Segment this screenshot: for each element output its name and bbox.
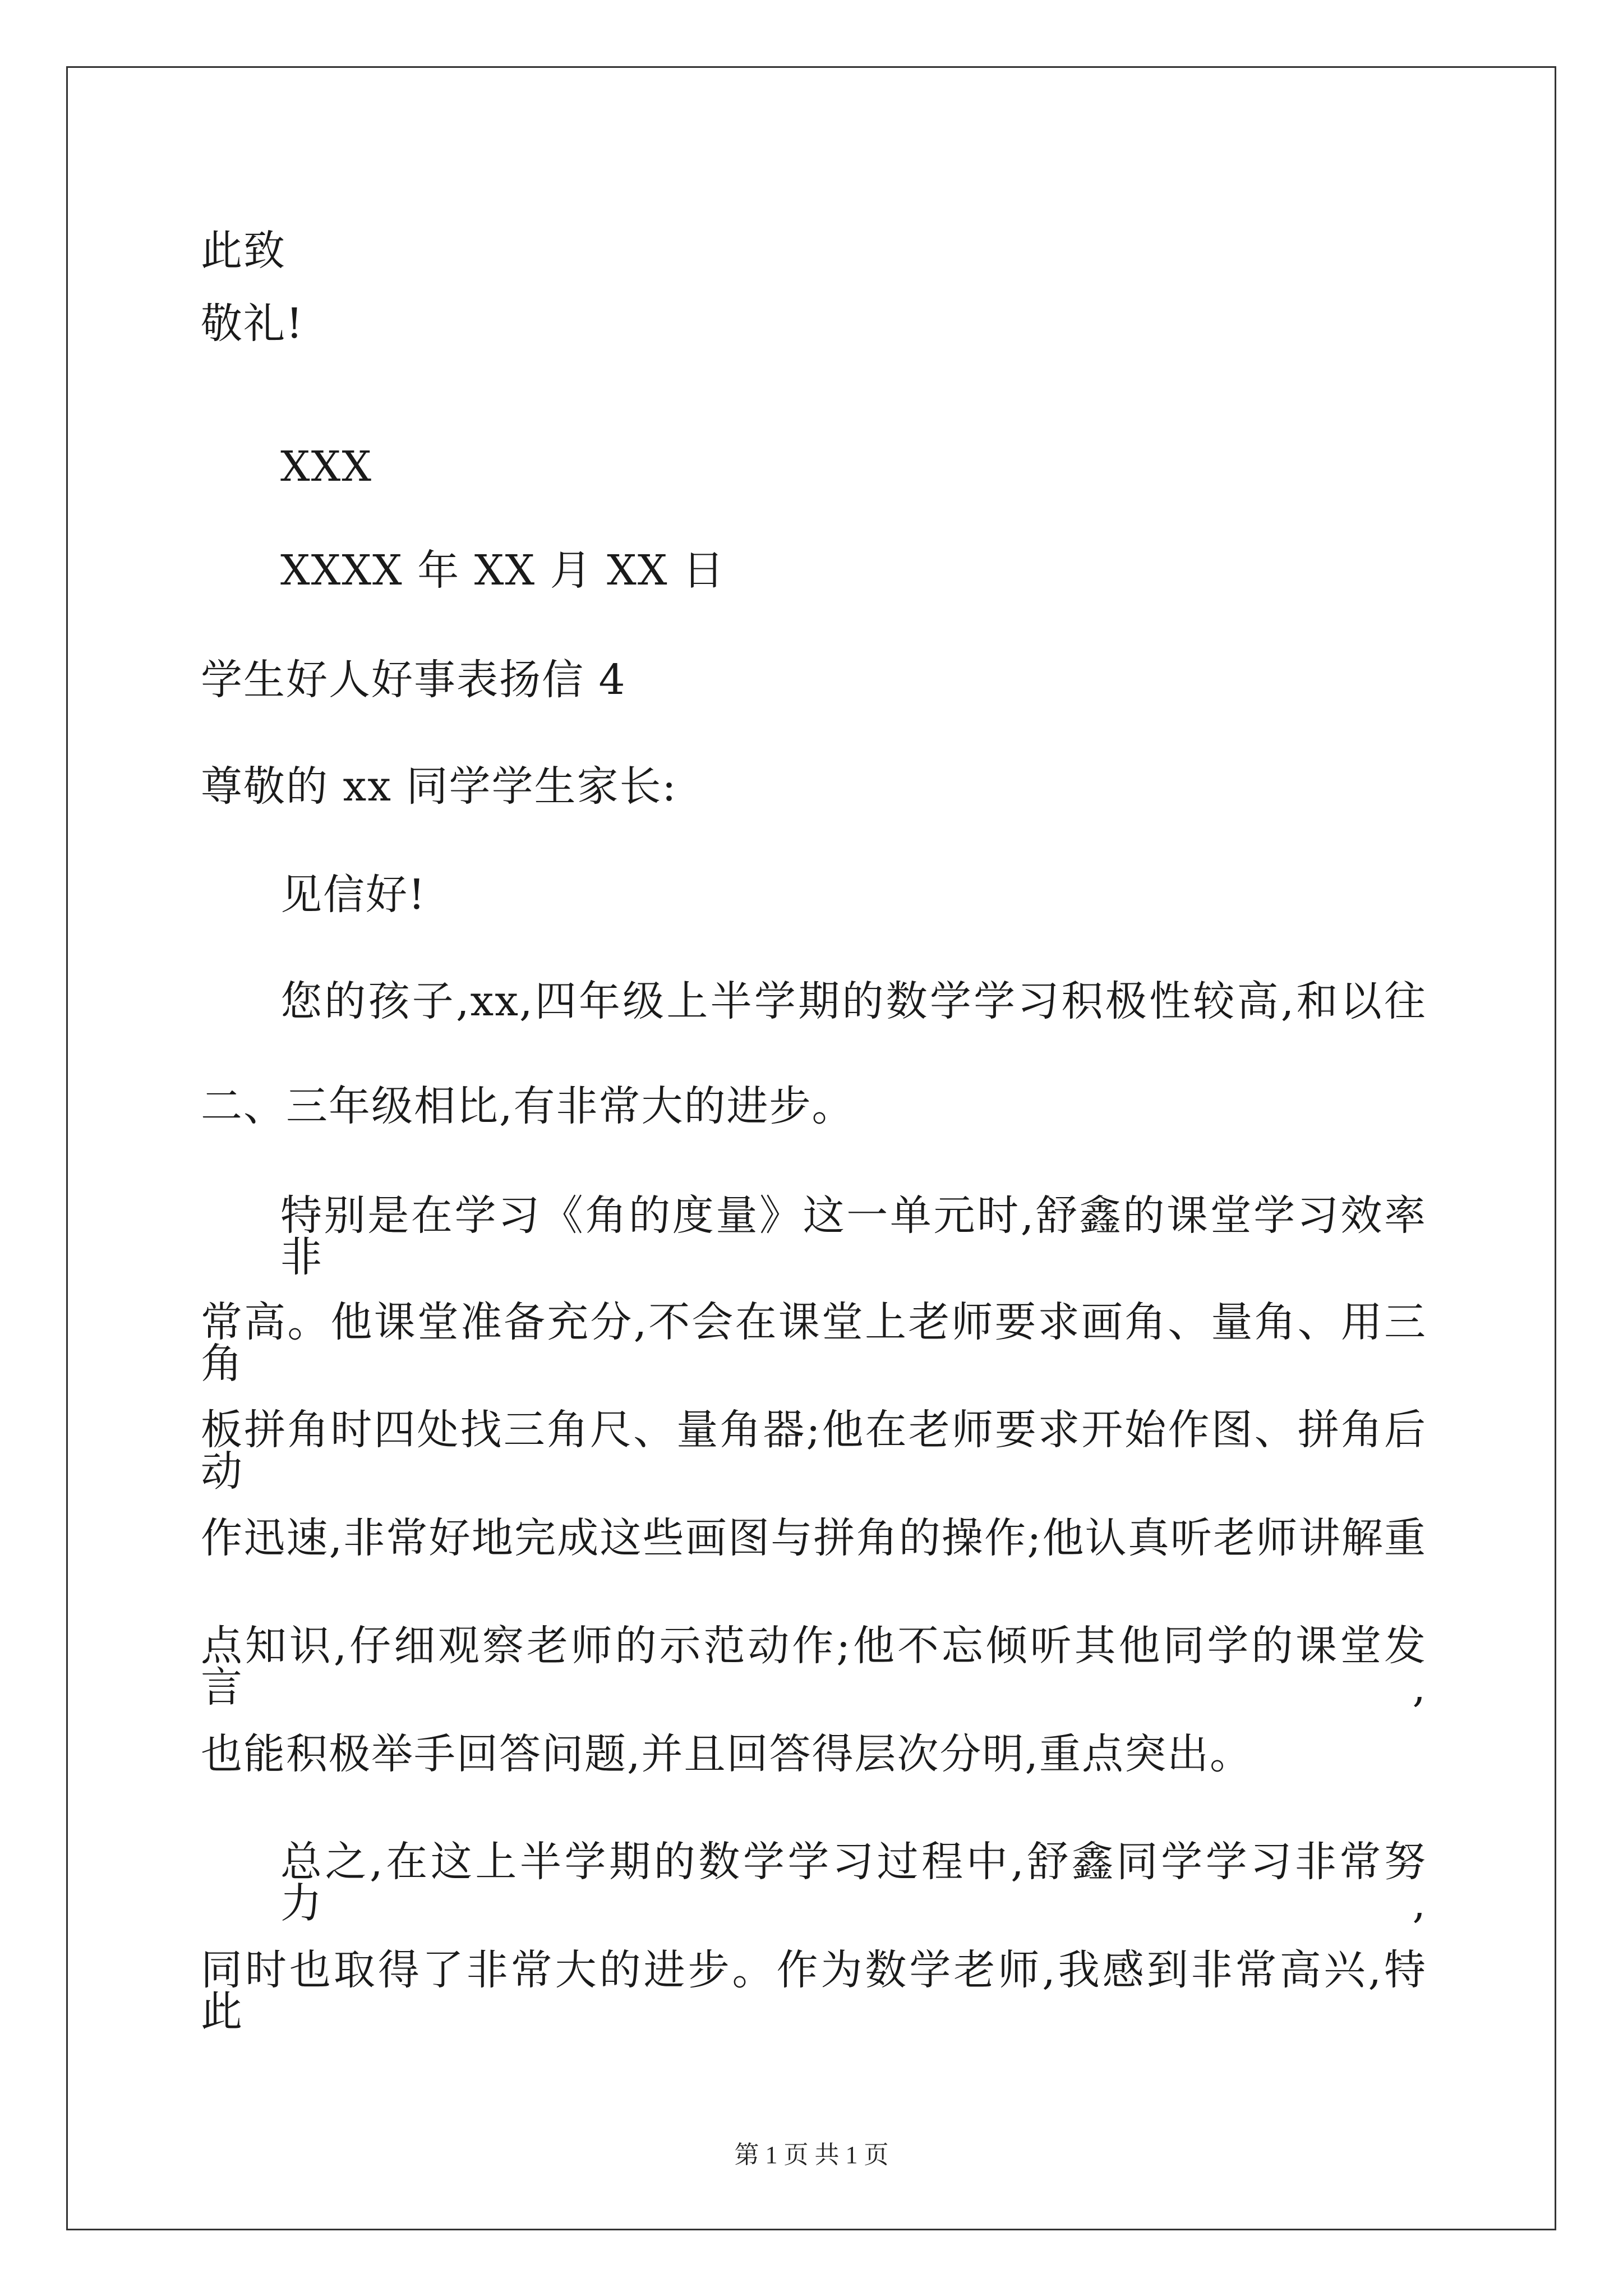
paragraph-2-line-2: 常高。他课堂准备充分,不会在课堂上老师要求画角、量角、用三角 bbox=[201, 1298, 1427, 1388]
paragraph-1-line-1: 您的孩子,xx,四年级上半学期的数学学习积极性较高,和以往 bbox=[280, 977, 1427, 1025]
paragraph-3-line-1: 总之,在这上半学期的数学学习过程中,舒鑫同学学习非常努力, bbox=[280, 1838, 1427, 1927]
closing-salutation: 此致 bbox=[201, 227, 286, 275]
signature: XXX bbox=[280, 443, 373, 491]
letter-addressee: 尊敬的 xx 同学学生家长: bbox=[201, 762, 677, 811]
paragraph-2-line-4: 作迅速,非常好地完成这些画图与拼角的操作;他认真听老师讲解重 bbox=[201, 1514, 1427, 1562]
page-number-footer: 第 1 页 共 1 页 bbox=[734, 2141, 889, 2169]
paragraph-2-line-3: 板拼角时四处找三角尺、量角器;他在老师要求开始作图、拼角后动 bbox=[201, 1406, 1427, 1496]
closing-regards: 敬礼! bbox=[201, 300, 304, 348]
paragraph-1-line-2: 二、三年级相比,有非常大的进步。 bbox=[201, 1082, 855, 1130]
paragraph-3-line-2: 同时也取得了非常大的进步。作为数学老师,我感到非常高兴,特 此 bbox=[201, 1946, 1427, 2036]
letter-title: 学生好人好事表扬信 4 bbox=[201, 656, 626, 704]
paragraph-2-line-6: 也能积极举手回答问题,并且回答得层次分明,重点突出。 bbox=[201, 1730, 1253, 1778]
paragraph-2-line-5: 点知识,仔细观察老师的示范动作;他不忘倾听其他同学的课堂发言, bbox=[201, 1622, 1427, 1711]
letter-greeting: 见信好! bbox=[280, 871, 426, 919]
paragraph-2-line-1: 特别是在学习《角的度量》这一单元时,舒鑫的课堂学习效率非 bbox=[280, 1191, 1427, 1281]
signature-date: XXXX 年 XX 月 XX 日 bbox=[280, 546, 726, 595]
